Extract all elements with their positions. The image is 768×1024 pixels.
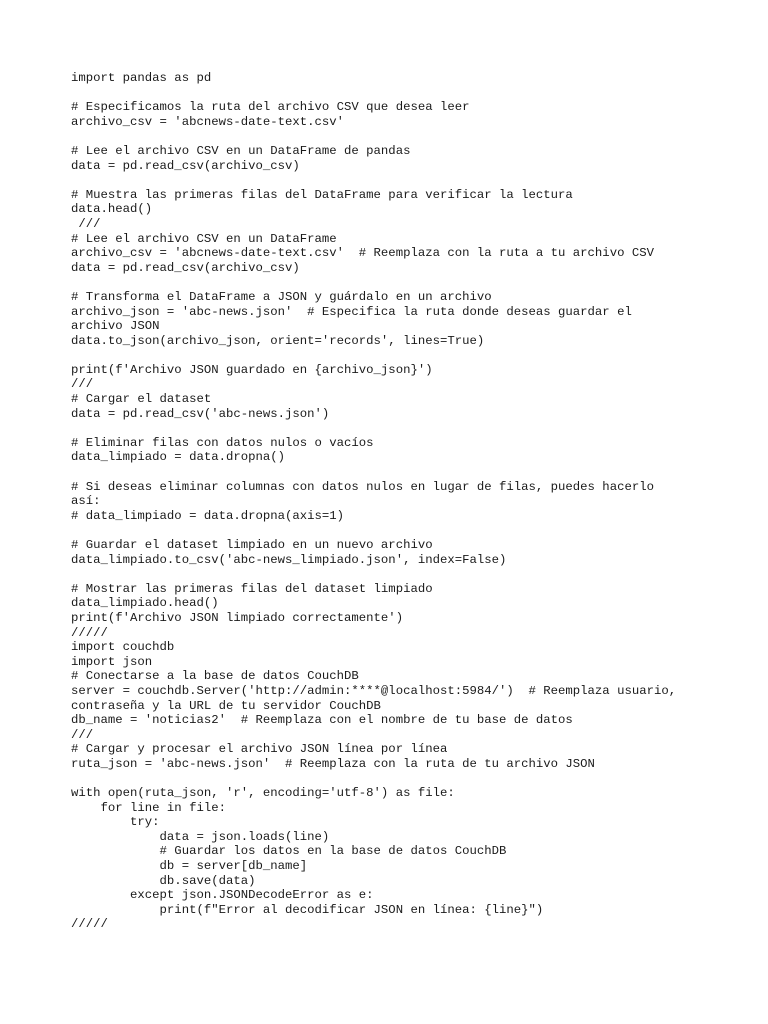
code-line: archivo_csv = 'abcnews-date-text.csv' — [71, 114, 345, 129]
code-line: contraseña y la URL de tu servidor CouchDB — [71, 698, 381, 713]
code-line: ruta_json = 'abc-news.json' # Reemplaza con la ruta de tu archivo JSON — [71, 756, 595, 771]
code-line: # Transforma el DataFrame a JSON y guárdalo en un archivo — [71, 289, 492, 304]
code-line: así: — [71, 494, 101, 509]
code-line: import json — [71, 654, 153, 669]
code-line: data = pd.read_csv(archivo_csv) — [71, 158, 300, 173]
blank-line — [71, 465, 731, 480]
code-line: /// — [71, 377, 94, 392]
code-line: data.to_json(archivo_json, orient='records', lines=True) — [71, 333, 485, 348]
blank-line — [71, 772, 731, 787]
code-line: print(f'Archivo JSON limpiado correctamente') — [71, 610, 404, 625]
code-line: # Si deseas eliminar columnas con datos nulos en lugar de filas, puedes hacerlo — [71, 479, 654, 494]
code-line: for line in file: — [71, 800, 226, 815]
code-line: print(f"Error al decodificar JSON en línea: {line}") — [71, 902, 544, 917]
code-line: ///// — [71, 917, 108, 932]
code-line: data = pd.read_csv('abc-news.json') — [71, 406, 330, 421]
code-line: try: — [71, 815, 160, 830]
code-line: # Guardar los datos en la base de datos CouchDB — [71, 844, 507, 859]
code-line: # Cargar y procesar el archivo JSON línea por línea — [71, 742, 448, 757]
code-line: data = pd.read_csv(archivo_csv) — [71, 260, 300, 275]
code-line: /// — [71, 727, 94, 742]
code-line: # Especificamos la ruta del archivo CSV que desea leer — [71, 100, 470, 115]
code-line: # Lee el archivo CSV en un DataFrame de pandas — [71, 143, 411, 158]
code-line: server = couchdb.Server('http://admin:****@localhost:5984/') # Reemplaza usuario, — [71, 683, 677, 698]
code-line: # Cargar el dataset — [71, 392, 212, 407]
code-line: data_limpiado.head() — [71, 596, 219, 611]
code-line: except json.JSONDecodeError as e: — [71, 888, 374, 903]
code-line: with open(ruta_json, 'r', encoding='utf-8') as file: — [71, 786, 455, 801]
blank-line — [71, 523, 731, 538]
code-line: # Conectarse a la base de datos CouchDB — [71, 669, 359, 684]
code-line: data_limpiado.to_csv('abc-news_limpiado.json', index=False) — [71, 552, 507, 567]
blank-line — [71, 348, 731, 363]
code-line: data = json.loads(line) — [71, 829, 330, 844]
code-line: ///// — [71, 625, 108, 640]
blank-line — [71, 567, 731, 582]
code-line: # Lee el archivo CSV en un DataFrame — [71, 231, 337, 246]
code-line: # Eliminar filas con datos nulos o vacíos — [71, 435, 374, 450]
code-line: archivo_csv = 'abcnews-date-text.csv' # Reemplaza con la ruta a tu archivo CSV — [71, 246, 654, 261]
code-line: db = server[db_name] — [71, 859, 308, 874]
code-line: import pandas as pd — [71, 71, 212, 85]
code-line: data_limpiado = data.dropna() — [71, 450, 286, 465]
code-line: # Mostrar las primeras filas del dataset limpiado — [71, 581, 433, 596]
document-page — [71, 71, 731, 932]
blank-line — [71, 173, 731, 188]
blank-line — [71, 86, 731, 101]
blank-line — [71, 275, 731, 290]
code-line: # data_limpiado = data.dropna(axis=1) — [71, 508, 345, 523]
code-line: archivo JSON — [71, 319, 160, 334]
code-line: archivo_json = 'abc-news.json' # Especifica la ruta donde deseas guardar el — [71, 304, 632, 319]
code-line: /// — [71, 216, 101, 231]
code-line: import couchdb — [71, 640, 175, 655]
code-line: db.save(data) — [71, 873, 256, 888]
code-line: data.head() — [71, 202, 153, 217]
code-line: # Muestra las primeras filas del DataFrame para verificar la lectura — [71, 187, 573, 202]
code-line: print(f'Archivo JSON guardado en {archivo_json}') — [71, 362, 433, 377]
blank-line — [71, 421, 731, 436]
code-line: db_name = 'noticias2' # Reemplaza con el nombre de tu base de datos — [71, 713, 573, 728]
code-line: # Guardar el dataset limpiado en un nuevo archivo — [71, 538, 433, 552]
blank-line — [71, 129, 731, 144]
